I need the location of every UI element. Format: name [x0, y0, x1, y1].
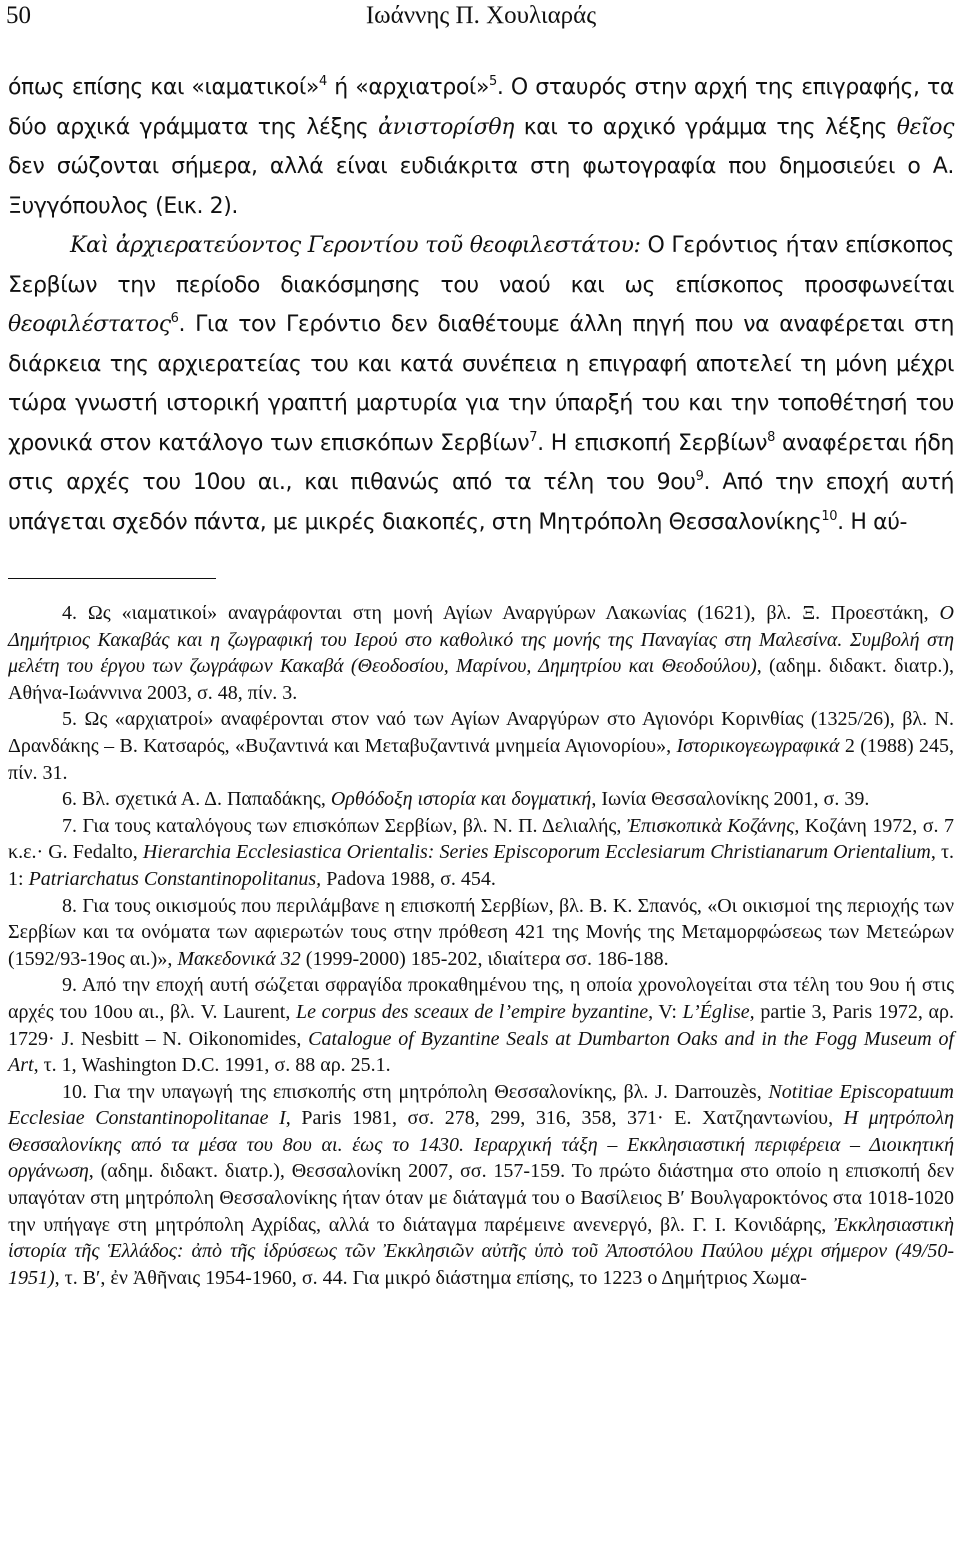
- text-run: , τ. 1, Washington D.C. 1991, σ. 88 αρ. 25.1.: [33, 1054, 391, 1077]
- text-run: , Paris 1981, σσ. 278, 299, 316, 358, 371· Ε. Χατζηαντωνίου,: [285, 1107, 844, 1130]
- text-run: , τ. Β′, ἐν Ἀθῆναις 1954-1960, σ. 44. Για μικρό διάστημα επίσης, το 1223 ο Δημήτριος Χωμα-: [54, 1266, 807, 1289]
- text-run: 6. Βλ. σχετικά Α. Δ. Παπαδάκης,: [62, 788, 331, 811]
- text-run: αναφέρεται ήδη στις αρχές του 10ου αι., και πιθανώς από τα τέλη του 9ου: [8, 430, 954, 495]
- text-run: . Η επισκοπή Σερβίων: [537, 430, 768, 456]
- text-run: 4. Ως «ιαματικοί» αναγράφονται στη μονή Αγίων Αναργύρων Λακωνίας (1621), βλ. Ξ. Προεστάκη,: [62, 602, 940, 624]
- text-run: , Κοζάνη 1972, σ. 7 κ.ε.· G. Fedalto,: [8, 814, 955, 864]
- citation-title: Catalogue of Byzantine Seals at Dumbarton Oaks and in the Fogg Museum of Art: [8, 1027, 955, 1077]
- text-run: , (αδημ. διδακτ. διατρ.), Αθήνα-Ιωάννινα 2003, σ. 48, πίν. 3.: [8, 655, 954, 704]
- footnote-5: [8, 706, 954, 786]
- running-header: [6, 2, 956, 32]
- footnote-ref[interactable]: 4: [318, 74, 327, 89]
- text-run: δεν σώζονται σήμερα, αλλά είναι ευδιάκριτα στη φωτογραφία που δημοσιεύει ο Α. Ξυγγόπουλος (Εικ. 2).: [8, 154, 954, 219]
- footnote-ref[interactable]: 6: [170, 311, 179, 326]
- text-run: . Από την εποχή αυτή υπάγεται σχεδόν πάντα, με μικρές διακοπές, στη Μητρόπολη Θεσσαλονίκης: [8, 470, 954, 535]
- footnote-ref[interactable]: 10: [821, 508, 838, 524]
- citation-title: Patriarchatus Constantinopolitanus,: [28, 867, 322, 890]
- greek-term: θεοφιλέστατος: [8, 312, 171, 337]
- text-run: Padova 1988, σ. 454.: [321, 867, 496, 890]
- text-run: 8. Για τους οικισμούς που περιλάμβανε η επισκοπή Σερβίων, βλ. Β. Κ. Σπανός, «Οι οικισμοί της περιοχής των Σερβίων και τα ονόματα των αφιερωτών τους στην πρόθεση 421 της Μονής της Μεταμορφώσεως των Μετεώρων (1592/93-19ος αι.)»,: [8, 894, 954, 970]
- paragraph: [8, 68, 954, 226]
- footnote-8: [8, 893, 954, 973]
- paragraph: [8, 226, 954, 542]
- citation-title: Ιστορικογεωγραφικά: [676, 734, 840, 757]
- footnote-ref[interactable]: 7: [529, 429, 538, 445]
- footnote-7: [8, 813, 954, 893]
- text-run: , V:: [648, 1000, 683, 1023]
- citation-title: L’Église,: [682, 1000, 755, 1023]
- text-run: 9. Από την εποχή αυτή σώζεται σφραγίδα προκαθημένου της, η οποία χρονολογείται στα τέλη του 9ου ή στις αρχές του 10ου αι., βλ. V. Laurent,: [8, 974, 954, 1023]
- footnote-separator: [8, 578, 216, 579]
- citation-title: Η μητρόπολη Θεσσαλονίκης από τα μέσα του 8ου αι. έως το 1430. Ιεραρχική τάξη – Εκκλησιαστική περιφέρεια – Διοικητική οργάνωση: [8, 1107, 955, 1183]
- text-run: (1999-2000) 185-202, ιδιαίτερα σσ. 186-188.: [300, 947, 669, 970]
- text-run: . Η αύ-: [837, 509, 908, 535]
- text-run: 10. Για την υπαγωγή της επισκοπής στη μητρόπολη Θεσσαλονίκης, βλ. J. Darrouzès,: [62, 1080, 769, 1103]
- footnote-10: [8, 1079, 954, 1292]
- text-run: Ο Γερόντιος ήταν επίσκοπος Σερβίων την περίοδο διακόσμησης του ναού και ως επίσκοπος προσφωνείται: [8, 233, 954, 298]
- greek-term: ἀνιστορίσθη: [378, 114, 515, 140]
- text-run: partie 3, Paris 1972, αρ. 1729· J. Nesbitt – N. Oikonomides,: [8, 1000, 955, 1050]
- citation-title: Ο Δημήτριος Κακαβάς και η ζωγραφική του Ιερού στο καθολικό της μονής της Παναγίας στη Μαλεσίνα. Συμβολή στη μελέτη του έργου των ζωγράφων Κακαβά (Θεοδοσίου, Μαρίνου, Δημητρίου και Θεοδούλου): [8, 602, 954, 678]
- text-run: ή «αρχιατροί»: [326, 75, 490, 100]
- citation-title: Μακεδονικά 32: [177, 947, 301, 970]
- citation-title: Hierarchia Ecclesiastica Orientalis: Series Episcoporum Ecclesiarum Christianarum Orientalium: [142, 841, 931, 864]
- footnotes: [8, 600, 954, 1291]
- footnote-ref[interactable]: 8: [767, 429, 776, 445]
- citation-title: Le corpus des sceaux de l’empire byzantine: [296, 1000, 649, 1023]
- footnote-ref[interactable]: 9: [695, 469, 704, 484]
- text-run: όπως επίσης και «ιαματικοί»: [8, 75, 319, 100]
- text-run: . Για τον Γερόντιο δεν διαθέτουμε άλλη πηγή που να αναφέρεται στη διάρκεια της αρχιερατείας του και κατά συνέπεια η επιγραφή αποτελεί τη μόνη μέχρι τώρα γνωστή ιστορική γραπτή μαρτυρία για την ύπαρξή του και την τοποθέτησή του χρονικά στον κατάλογο των επισκόπων Σερβίων: [8, 312, 954, 456]
- footnote-4: [8, 600, 954, 706]
- text-run: 5. Ως «αρχιατροί» αναφέρονται στον ναό των Αγίων Αναργύρων στο Αγιονόρι Κορινθίας (1325/26), βλ. Ν. Δρανδάκης – Β. Κατσαρός, «Βυζαντινά και Μεταβυζαντινά μνημεία Αγιονορίου»,: [8, 708, 954, 757]
- inscription-quote: Καὶ ἀρχιερατεύοντος Γεροντίου τοῦ θεοφιλεστάτου:: [70, 233, 641, 258]
- footnote-ref[interactable]: 5: [489, 74, 497, 89]
- footnote-6: [8, 786, 954, 813]
- citation-title: Ορθόδοξη ιστορία και δογματική: [330, 788, 592, 811]
- text-run: , Ιωνία Θεσσαλονίκης 2001, σ. 39.: [591, 788, 870, 811]
- text-run: , (αδημ. διδακτ. διατρ.), Θεσσαλονίκη 2007, σσ. 157-159. Το πρώτο διάστημα στο οποίο η επισκοπή δεν υπαγόταν στη μητρόπολη Θεσσαλονίκης ήταν όταν με διάταγμά του ο Βασίλειος Β′ Βουλγαροκτόνος στα 1018-1020 την υπήγαγε στη μητρόπολη Αχρίδας, αλλά το διάταγμα παρέμεινε ανενεργό, βλ. Γ. Ι. Κονιδάρης,: [8, 1160, 954, 1236]
- footnote-9: [8, 972, 954, 1078]
- main-text: [8, 68, 954, 542]
- citation-title: Notitiae Episcopatuum Ecclesiae Constantinopolitanae I: [8, 1080, 954, 1130]
- text-run: 7. Για τους καταλόγους των επισκόπων Σερβίων, βλ. Ν. Π. Δελιαλής,: [62, 814, 627, 837]
- text-run: και το αρχικό γράμμα της λέξης: [514, 114, 897, 140]
- greek-term: θεῖος: [896, 114, 954, 140]
- citation-title: Ἐκκλησιαστικὴ ἱστορία τῆς Ἑλλάδος: ἀπὸ τῆς ἱδρύσεως τῶν Ἐκκλησιῶν αὐτῆς ὑπὸ τοῦ Ἀποστόλου Παύλου μέχρι σήμερον (49/50-1951): [8, 1213, 954, 1289]
- text-run: . Ο σταυρός στην αρχή της επιγραφής, τα δύο αρχικά γράμματα της λέξης: [8, 75, 955, 140]
- running-head-author: Ιωάννης Π. Χουλιαράς: [365, 2, 597, 29]
- citation-title: Ἐπισκοπικὰ Κοζάνης: [626, 814, 795, 837]
- page-number: 50: [6, 2, 31, 29]
- text-run: 2 (1988) 245, πίν. 31.: [8, 734, 954, 784]
- text-run: , τ. 1:: [8, 841, 954, 890]
